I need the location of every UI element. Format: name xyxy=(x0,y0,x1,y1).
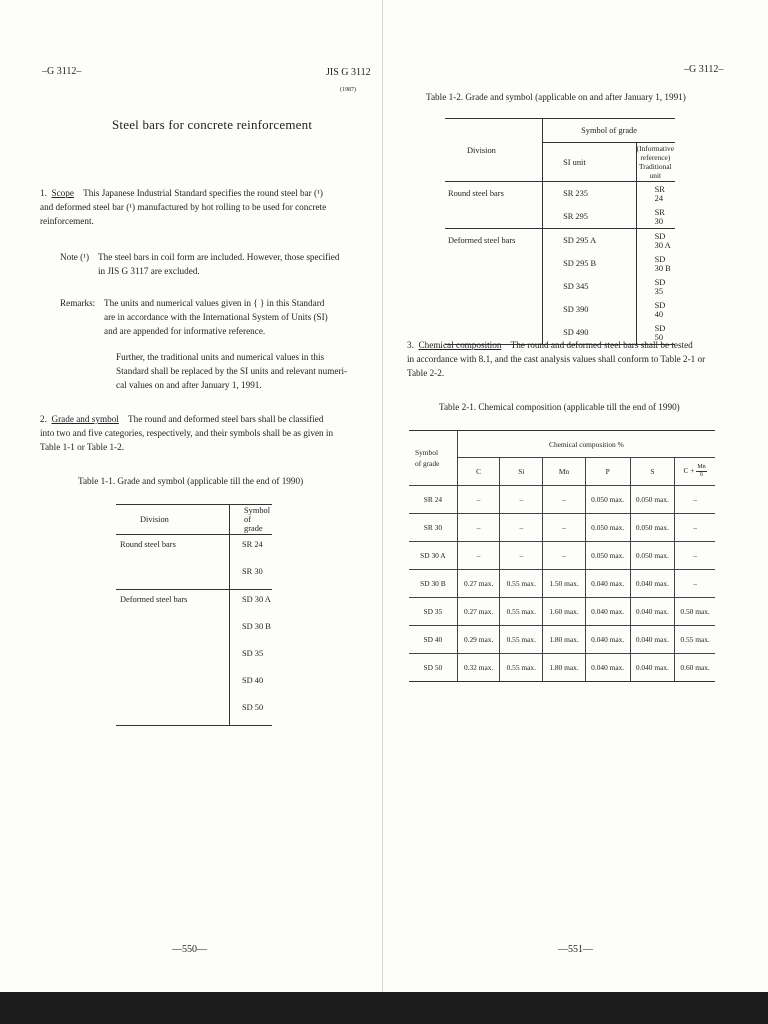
remarks-line: are in accordance with the International System of Units (SI) xyxy=(104,312,328,322)
table-cell: SR 30 xyxy=(242,567,263,576)
col-traditional-line: (Informative reference) xyxy=(636,144,674,162)
header-right: JIS G 3112 xyxy=(326,67,371,78)
grade-heading: Grade and symbol xyxy=(51,414,119,424)
table-row xyxy=(409,626,715,654)
table-cell: 0.50 max. xyxy=(675,598,715,626)
table21 xyxy=(409,430,715,682)
table-cell: 0.050 max. xyxy=(585,514,630,542)
table12-caption: Table 1-2. Grade and symbol (applicable on and after January 1, 1991) xyxy=(426,92,686,102)
grade-number: 2. xyxy=(40,414,47,424)
table-cell: – xyxy=(500,514,543,542)
chem-line: in accordance with 8.1, and the cast analysis values shall conform to Table 2-1 or xyxy=(407,354,706,364)
col-header: C xyxy=(457,458,500,486)
table-cell xyxy=(445,205,543,229)
table-cell xyxy=(445,275,543,298)
remarks-body-2 xyxy=(116,350,366,392)
table-cell: SD 30 B xyxy=(409,570,457,598)
table-row xyxy=(445,182,675,206)
col-traditional-line: Traditional unit xyxy=(639,162,672,180)
col-group-header: Chemical composition % xyxy=(457,431,715,458)
table-row xyxy=(445,229,675,253)
col-si-header: SI unit xyxy=(543,143,637,182)
table-cell: 0.040 max. xyxy=(585,570,630,598)
ceq-prefix: C + xyxy=(683,466,695,476)
grade-line: into two and five categories, respectively, and their symbols shall be as given in xyxy=(40,428,334,438)
table-row xyxy=(445,298,675,321)
table-row xyxy=(116,671,272,698)
table-cell: – xyxy=(543,542,586,570)
table-cell: SD 30 B xyxy=(242,622,271,631)
col-header: Si xyxy=(500,458,543,486)
col-division-header: Division xyxy=(445,119,543,182)
scope-number: 1. xyxy=(40,188,47,198)
table-cell xyxy=(116,617,230,644)
table21-caption: Table 2-1. Chemical composition (applicable till the end of 1990) xyxy=(439,402,680,412)
table-cell: SD 30 A xyxy=(409,542,457,570)
col-symbol-line: Symbol xyxy=(415,448,438,457)
left-page xyxy=(0,0,383,992)
table11-caption: Table 1-1. Grade and symbol (applicable till the end of 1990) xyxy=(78,476,304,486)
table-cell: SR 24 xyxy=(409,486,457,514)
table-cell: 0.55 max. xyxy=(500,654,543,682)
table-row xyxy=(116,617,272,644)
table12 xyxy=(445,118,675,345)
table-cell xyxy=(116,562,230,590)
table-row xyxy=(409,570,715,598)
table-cell: SD 30 A xyxy=(636,229,675,253)
table-cell: – xyxy=(543,514,586,542)
table-row xyxy=(116,590,272,618)
table-cell: SR 24 xyxy=(242,540,263,549)
chem-section xyxy=(407,338,727,380)
table-cell: SD 345 xyxy=(543,275,637,298)
page-number: —551— xyxy=(558,944,593,955)
header-year: (1987) xyxy=(340,87,356,93)
table-cell: Round steel bars xyxy=(116,535,230,563)
table-row xyxy=(445,205,675,229)
table-row xyxy=(409,542,715,570)
table-cell xyxy=(445,252,543,275)
col-symbol-header: Symbol of grade xyxy=(230,505,273,535)
table-cell: SD 35 xyxy=(654,277,666,296)
table-cell: – xyxy=(500,542,543,570)
scope-line: This Japanese Industrial Standard specifies the round steel bar (¹) xyxy=(83,188,323,198)
table-row xyxy=(116,644,272,671)
note-line: in JIS G 3117 are excluded. xyxy=(98,266,200,276)
table-cell: SD 295 B xyxy=(543,252,637,275)
scanner-edge xyxy=(0,992,768,1024)
table-cell: SD 40 xyxy=(654,300,666,319)
table-cell: SD 50 xyxy=(230,698,273,726)
table-row xyxy=(116,698,272,726)
table-cell: SD 490 xyxy=(543,321,637,345)
page-title: Steel bars for concrete reinforcement xyxy=(112,117,313,132)
table-header-row xyxy=(409,431,715,458)
col-header-ceq xyxy=(675,458,715,486)
table-cell: – xyxy=(675,514,715,542)
chem-line: Table 2-2. xyxy=(407,368,445,378)
header-left: –G 3112– xyxy=(42,66,82,77)
table-row xyxy=(409,598,715,626)
table-row xyxy=(409,486,715,514)
table-cell: 0.040 max. xyxy=(585,626,630,654)
remarks-line: Further, the traditional units and numerical values in this xyxy=(116,352,325,362)
remarks-body xyxy=(104,296,360,338)
ceq-denominator: 6 xyxy=(700,472,704,478)
col-symbol-header xyxy=(409,431,457,486)
chem-number: 3. xyxy=(407,340,414,350)
table-row xyxy=(116,562,272,590)
scope-line: reinforcement. xyxy=(40,216,94,226)
table-cell: 1.50 max. xyxy=(543,570,586,598)
grade-line: Table 1-1 or Table 1-2. xyxy=(40,442,125,452)
table-cell: 0.050 max. xyxy=(630,514,675,542)
table-header-row xyxy=(116,505,272,535)
table-row xyxy=(445,275,675,298)
table-cell: – xyxy=(457,486,500,514)
table-cell: 1.80 max. xyxy=(543,654,586,682)
table-header-row xyxy=(445,119,675,143)
table-cell: 1.60 max. xyxy=(543,598,586,626)
table-cell: 0.040 max. xyxy=(630,570,675,598)
table-cell: 0.050 max. xyxy=(630,486,675,514)
table-cell: – xyxy=(675,486,715,514)
header-right: –G 3112– xyxy=(684,64,724,75)
table-cell: 0.29 max. xyxy=(457,626,500,654)
table-row xyxy=(445,252,675,275)
table-row xyxy=(409,514,715,542)
table-cell: 0.050 max. xyxy=(585,486,630,514)
table-cell xyxy=(445,298,543,321)
table-cell: 0.040 max. xyxy=(630,654,675,682)
table-cell: 0.050 max. xyxy=(585,542,630,570)
chem-heading: Chemical composition xyxy=(418,340,502,350)
table-cell: SD 50 xyxy=(636,321,675,345)
table-cell: 0.55 max. xyxy=(675,626,715,654)
scope-heading: Scope xyxy=(51,188,74,198)
table-cell: Deformed steel bars xyxy=(116,590,230,618)
scope-line: and deformed steel bar (¹) manufactured by hot rolling to be used for concrete xyxy=(40,202,327,212)
col-symbol-header: Symbol of grade xyxy=(543,119,675,143)
table-cell: 0.32 max. xyxy=(457,654,500,682)
table-cell: 0.60 max. xyxy=(675,654,715,682)
table-cell: SR 30 xyxy=(409,514,457,542)
table-cell: – xyxy=(457,542,500,570)
table-cell: SD 390 xyxy=(543,298,637,321)
table-cell: 0.55 max. xyxy=(500,626,543,654)
table-cell: SR 295 xyxy=(543,205,637,229)
table-cell: Round steel bars xyxy=(445,182,543,206)
table-cell: 0.55 max. xyxy=(500,570,543,598)
note-line: The steel bars in coil form are included. However, those specified xyxy=(98,252,340,262)
table-cell: SD 50 xyxy=(409,654,457,682)
table-cell: 0.040 max. xyxy=(585,598,630,626)
remarks-line: and are appended for informative reference. xyxy=(104,326,266,336)
grade-line: The round and deformed steel bars shall be classified xyxy=(128,414,324,424)
table-row xyxy=(116,535,272,563)
table-cell: – xyxy=(675,570,715,598)
ceq-numerator: Mn xyxy=(697,464,706,470)
table-row xyxy=(409,654,715,682)
table-cell xyxy=(116,671,230,698)
table-cell: 0.55 max. xyxy=(500,598,543,626)
table-cell: SD 30 A xyxy=(230,590,273,618)
table-cell xyxy=(116,644,230,671)
table-cell: – xyxy=(500,486,543,514)
table-cell: 1.80 max. xyxy=(543,626,586,654)
table-cell: 0.040 max. xyxy=(630,598,675,626)
table-cell: SD 30 B xyxy=(654,254,671,273)
scope-section xyxy=(40,186,360,228)
table-cell xyxy=(116,698,230,726)
table-cell: – xyxy=(543,486,586,514)
col-header: S xyxy=(630,458,675,486)
grade-section xyxy=(40,412,360,454)
page-number: —550— xyxy=(172,944,207,955)
ceq-fraction xyxy=(696,464,706,479)
table-cell: SD 295 A xyxy=(543,229,637,253)
table-cell: 0.27 max. xyxy=(457,570,500,598)
right-page xyxy=(383,0,768,992)
table-cell: – xyxy=(457,514,500,542)
table-cell: SD 35 xyxy=(409,598,457,626)
chem-line: The round and deformed steel bars shall be tested xyxy=(510,340,693,350)
col-division-header: Division xyxy=(116,505,230,535)
table-cell: 0.040 max. xyxy=(630,626,675,654)
table-cell: SR 24 xyxy=(654,184,665,203)
table-cell: SD 35 xyxy=(242,649,264,658)
table-cell: SD 40 xyxy=(409,626,457,654)
remarks-label: Remarks: xyxy=(60,298,96,308)
table-cell: SD 40 xyxy=(242,676,264,685)
remarks-line: cal values on and after January 1, 1991. xyxy=(116,380,262,390)
table-cell: 0.040 max. xyxy=(585,654,630,682)
col-header: P xyxy=(585,458,630,486)
col-traditional-header xyxy=(636,143,675,182)
table-cell: – xyxy=(675,542,715,570)
table11 xyxy=(116,504,272,726)
table-cell: 0.27 max. xyxy=(457,598,500,626)
note-label: Note (¹) xyxy=(60,252,90,262)
table-cell: SR 30 xyxy=(654,207,665,226)
remarks-line: Standard shall be replaced by the SI units and relevant numeri- xyxy=(116,366,348,376)
remarks-line: The units and numerical values given in { } in this Standard xyxy=(104,298,325,308)
note-body xyxy=(98,250,358,278)
col-symbol-line: of grade xyxy=(415,459,440,468)
table-cell: SR 235 xyxy=(543,182,637,206)
col-header: Mn xyxy=(543,458,586,486)
table-cell: 0.050 max. xyxy=(630,542,675,570)
table-cell: Deformed steel bars xyxy=(445,229,543,253)
